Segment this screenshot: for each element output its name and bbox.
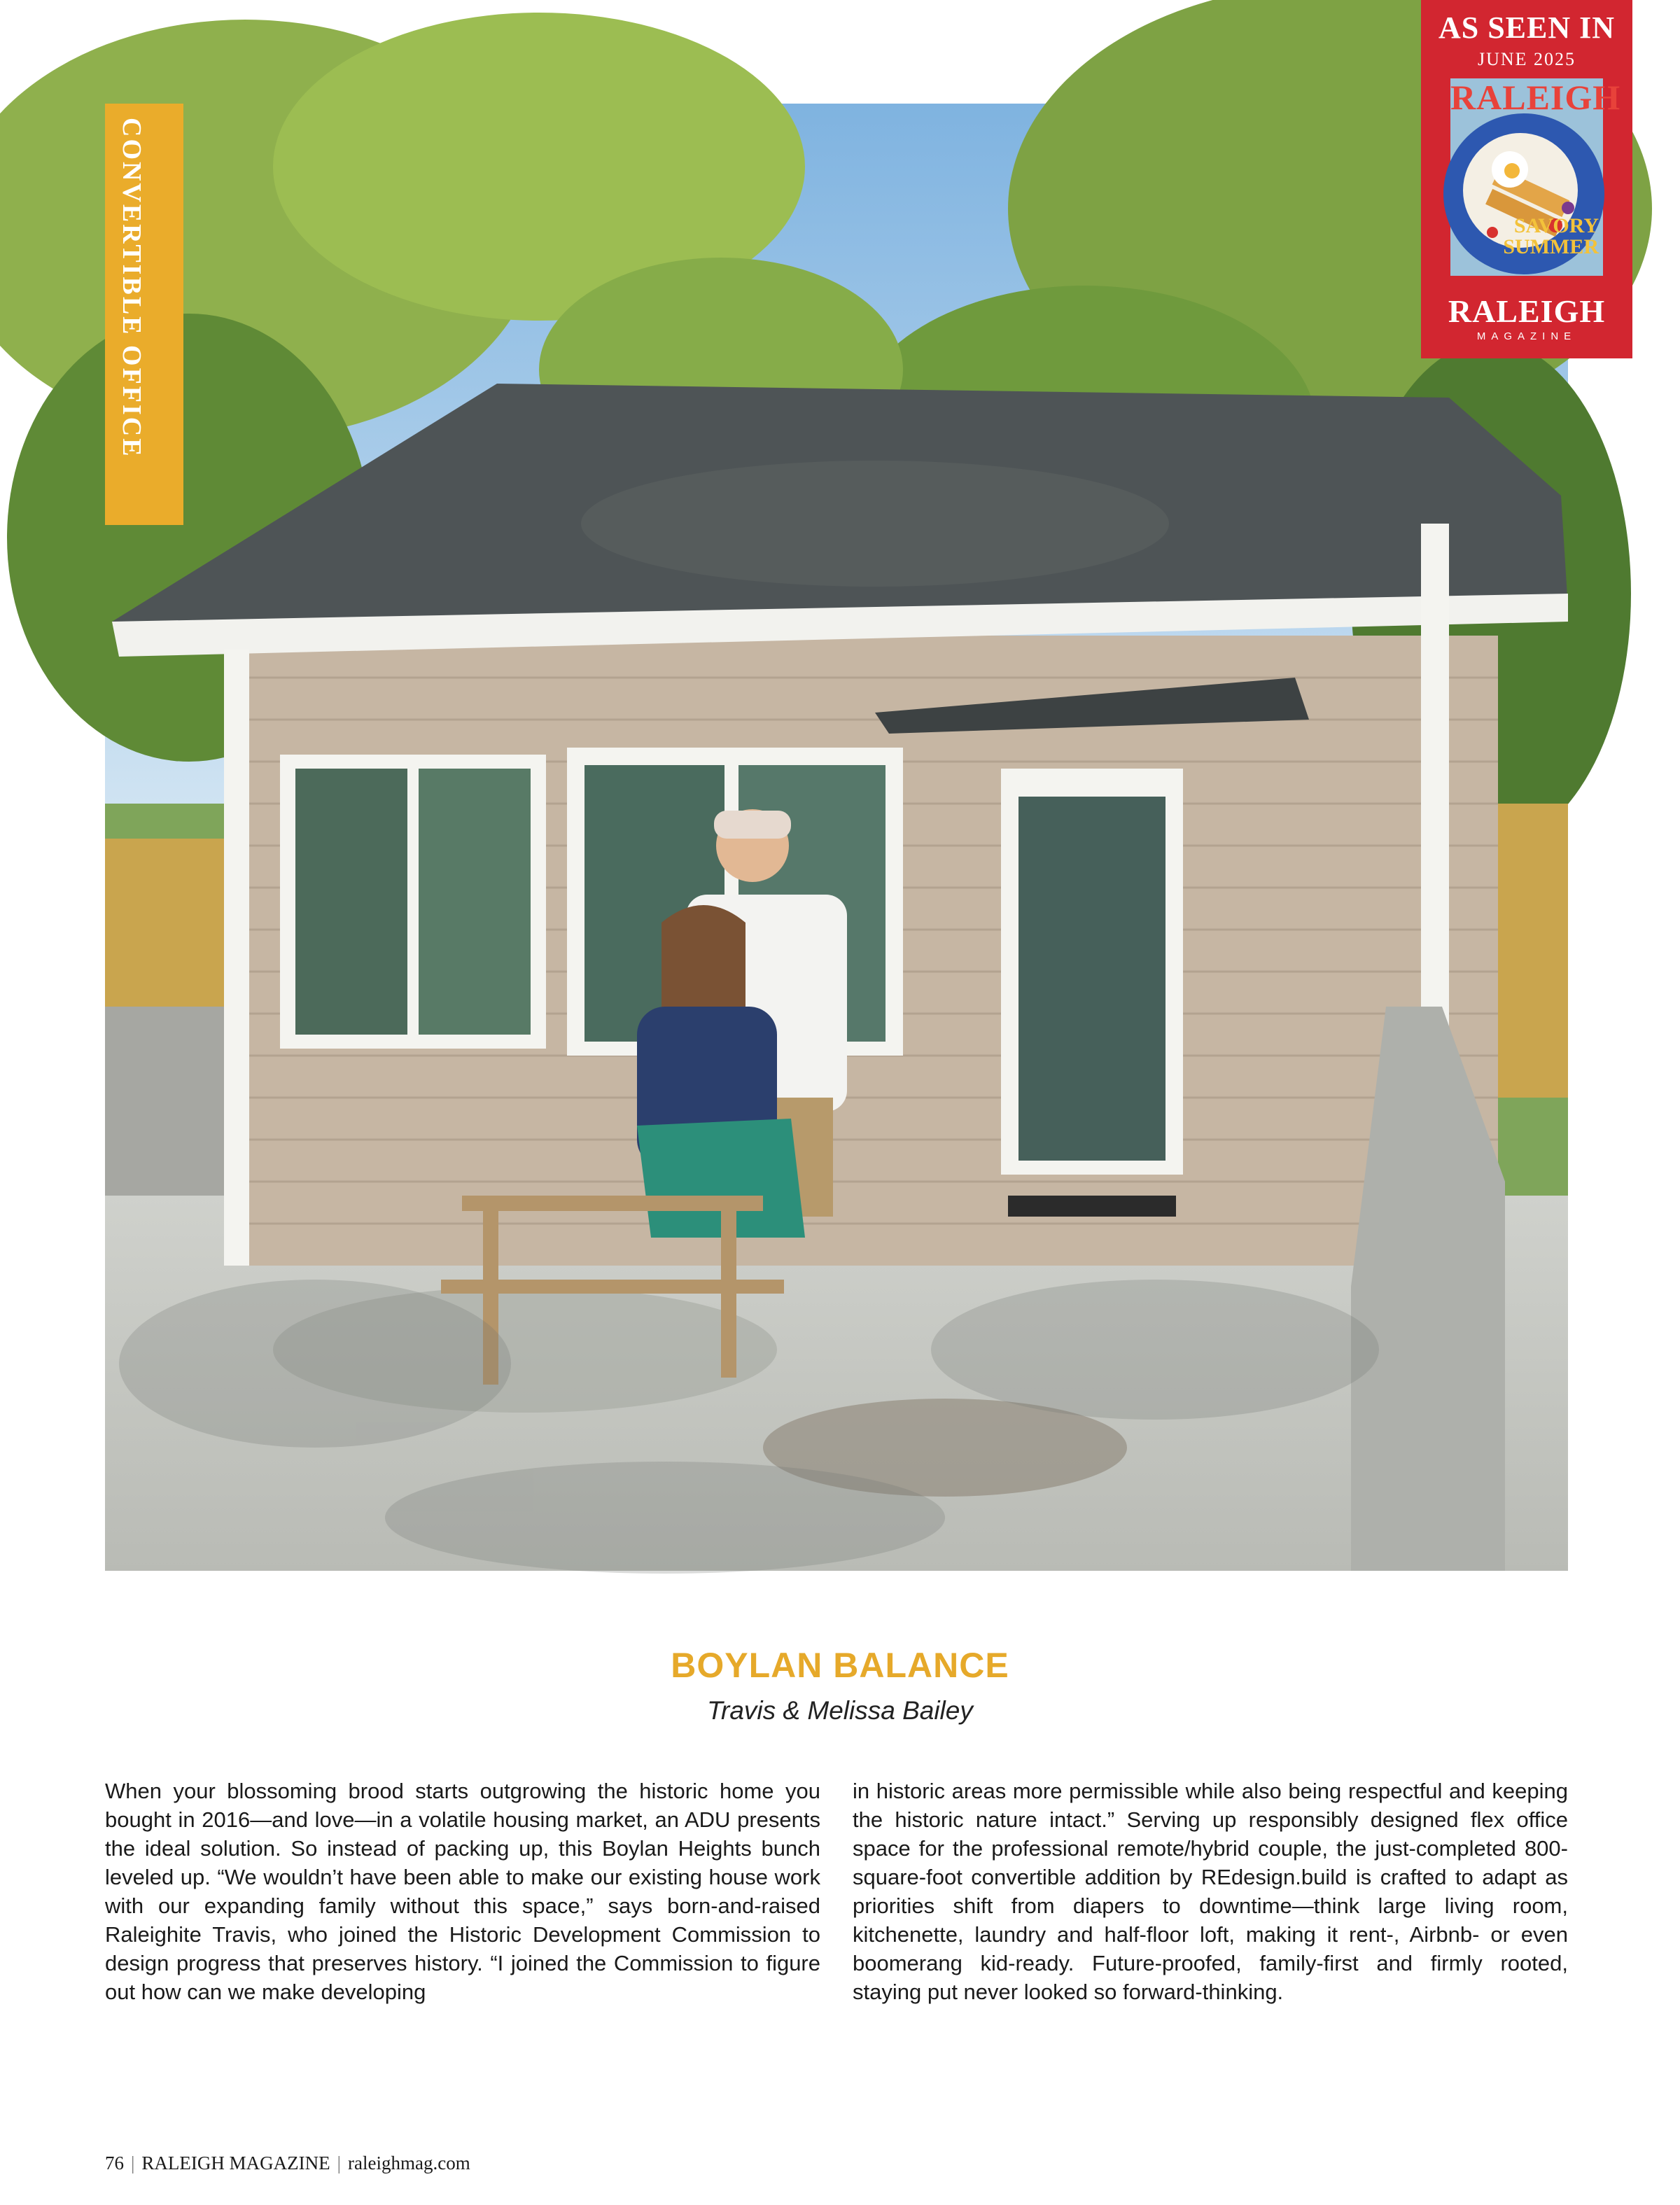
badge-logo-sub: MAGAZINE xyxy=(1476,330,1577,342)
article-subtitle: Travis & Melissa Bailey xyxy=(707,1696,973,1725)
website-link[interactable]: raleighmag.com xyxy=(348,2152,470,2174)
adu-house-photo xyxy=(105,104,1568,1571)
badge-logo: RALEIGH xyxy=(1448,293,1606,329)
publication-name: RALEIGH MAGAZINE xyxy=(141,2152,330,2174)
cover-headline-line-1: SAVORY xyxy=(1513,214,1599,237)
footer-separator: | xyxy=(337,2152,342,2174)
feature-photo xyxy=(105,104,1568,1571)
article-body-left: When your blossoming brood starts outgrowing the historic home you bought in 2016—and love—in a volatile housing market, an ADU presents the ideal solution. So instead of packing up, this Boylan Heights bunch leveled up. “We wouldn’t have been able to make our existing house work with our expanding family without this space,” says born-and-raised Raleighite Travis, who joined the Historic Development Commission to design progress that preserves history. “I joined the Commission to figure out how can we make developing xyxy=(105,1779,820,2004)
cover-title: RALEIGH xyxy=(1450,78,1621,117)
cover-headline xyxy=(1503,216,1599,258)
article-body-right: in historic areas more permissible while also being respectful and keeping the historic nature intact.” Serving up responsibly designed flex office space for the professional remote/hybrid couple, the just-completed 800-square-foot convertible addition by REdesign.build is crafted to adapt as priorities shift from diapers to downtime—think large living room, kitchenette, laundry and half-floor loft, making it rent-, Airbnb- or even boomerang kid-ready. Future-proofed, family-first and firmly rooted, staying put never looked so forward-thinking. xyxy=(853,1779,1568,2004)
section-tab xyxy=(105,104,183,525)
cover-headline-line-2: SUMMER xyxy=(1503,235,1599,258)
badge-heading: AS SEEN IN xyxy=(1438,10,1616,45)
section-label: CONVERTIBLE OFFICE xyxy=(117,118,146,458)
magazine-cover xyxy=(1450,78,1621,276)
badge-issue-date: JUNE 2025 xyxy=(1477,49,1576,69)
page-number: 76 xyxy=(105,2152,124,2174)
article-title: BOYLAN BALANCE xyxy=(671,1646,1009,1685)
as-seen-in-badge xyxy=(1421,0,1632,358)
footer-separator: | xyxy=(131,2152,135,2174)
page-footer xyxy=(105,2152,470,2174)
